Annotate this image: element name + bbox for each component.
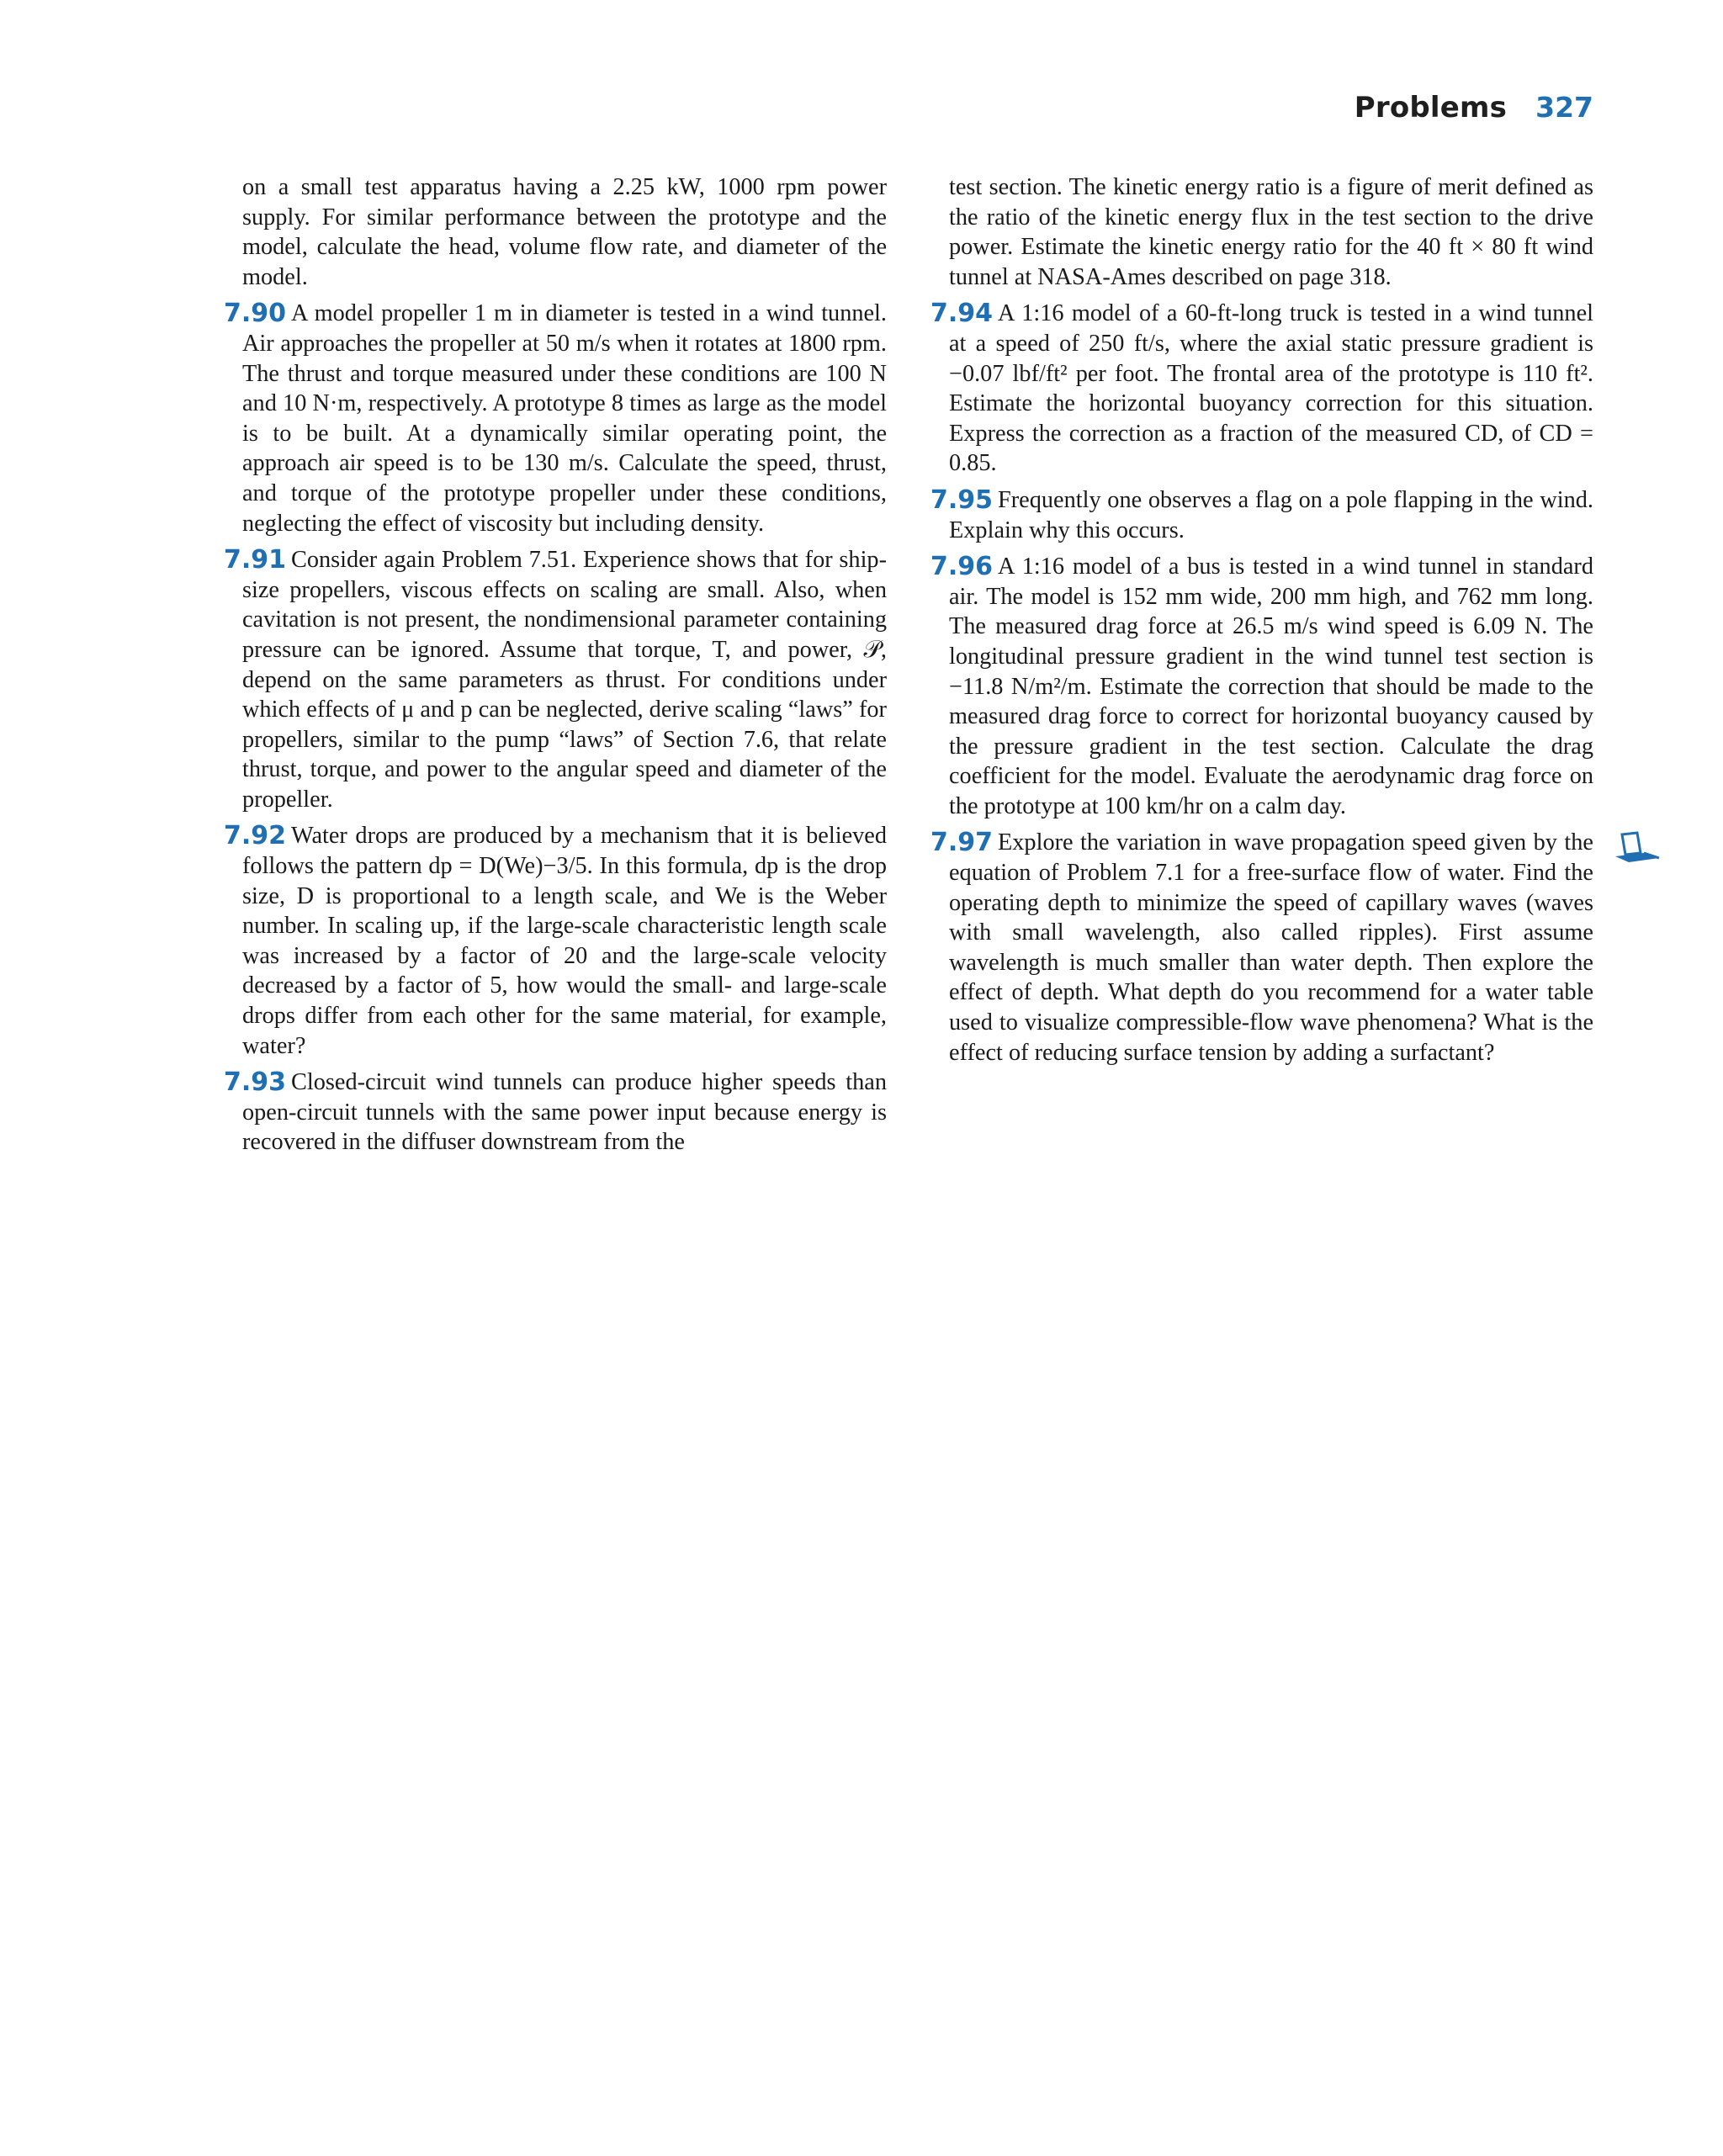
problem-7-91: [224, 545, 887, 814]
right-column: [930, 172, 1593, 1074]
laptop-icon: [1610, 831, 1662, 865]
problem-continuation: [242, 172, 887, 292]
problem-number: 7.97: [930, 828, 994, 858]
problem-text: Water drops are produced by a mechanism that it is believed follows the pattern dp = D(We)−3/5. In this formula, dp is the drop size, D is proportional to a length scale, and We is the Weber number. In scaling up, if the large-scale characteristic length scale was increased by a factor of 20 and the large-scale velocity decreased by a factor of 5, how would the small- and large-scale drops differ from each other for the same material, for example, water?: [242, 823, 887, 1059]
problem-number: 7.95: [930, 485, 994, 515]
problem-text: Consider again Problem 7.51. Experience shows that for ship-size propellers, viscous effects on scaling are small. Also, when cavitation is not present, the nondimensional parameter containing pressure can be ignored. Assume that torque, T, and power, 𝒫, depend on the same parameters as thrust. For conditions under which effects of μ and p can be neglected, derive scaling “laws” for propellers, similar to the pump “laws” of Section 7.6, that relate thrust, torque, and power to the angular speed and diameter of the propeller.: [242, 547, 887, 813]
problem-7-93: [224, 1067, 887, 1157]
problem-text: A 1:16 model of a 60-ft-long truck is tested in a wind tunnel at a speed of 250 ft/s, where the axial static pressure gradient is −0.07 lbf/ft² per foot. The frontal area of the prototype is 110 ft². Estimate the horizontal buoyancy correction for this situation. Express the correction as a fraction of the measured CD, of CD = 0.85.: [949, 300, 1593, 477]
continuation-text: test section. The kinetic energy ratio is a figure of merit defined as the ratio of the kinetic energy flux in the test section to the drive power. Estimate the kinetic energy ratio for the 40 ft × 80 ft wind tunnel at NASA-Ames described on page 318.: [949, 174, 1593, 290]
problem-number: 7.92: [224, 821, 287, 851]
problem-text: Closed-circuit wind tunnels can produce higher speeds than open-circuit tunnels with the same power input because energy is recovered in the diffuser downstream from the: [242, 1069, 887, 1156]
problem-number: 7.90: [224, 299, 287, 329]
problem-text: Frequently one observes a flag on a pole flapping in the wind. Explain why this occurs.: [949, 486, 1593, 543]
running-head-title: Problems: [1354, 91, 1508, 124]
problem-text: A model propeller 1 m in diameter is tested in a wind tunnel. Air approaches the propeller at 50 m/s when it rotates at 1800 rpm. The thrust and torque measured under these conditions are 100 N and 10 N·m, respectively. A prototype 8 times as large as the model is to be built. At a dynamically similar operating point, the approach air speed is to be 130 m/s. Calculate the speed, thrust, and torque of the prototype propeller under these conditions, neglecting the effect of viscosity but including density.: [242, 300, 887, 537]
problem-text: A 1:16 model of a bus is tested in a wind tunnel in standard air. The model is 152 mm wide, 200 mm high, and 762 mm long. The measured drag force at 26.5 m/s wind speed is 6.09 N. The longitudinal pressure gradient in the wind tunnel test section is −11.8 N/m²/m. Estimate the correction that should be made to the measured drag force to correct for horizontal buoyancy caused by the pressure gradient in the test section. Calculate the drag coefficient for the model. Evaluate the aerodynamic drag force on the prototype at 100 km/hr on a calm day.: [949, 554, 1593, 819]
page-header: [1355, 91, 1593, 124]
problem-number: 7.96: [930, 552, 994, 582]
problem-continuation: [949, 172, 1593, 292]
problem-7-95: [930, 485, 1593, 545]
problem-text: Explore the variation in wave propagation speed given by the equation of Problem 7.1 for a free-surface flow of water. Find the operating depth to minimize the speed of capillary waves (waves with small wavelength, also called ripples). First assume wavelength is much smaller than water depth. Then explore the effect of depth. What depth do you recommend for a water table used to visualize compressible-flow wave phenomena? What is the effect of reducing surface tension by adding a surfactant?: [949, 829, 1593, 1066]
problem-7-96: [930, 552, 1593, 821]
continuation-text: on a small test apparatus having a 2.25 kW, 1000 rpm power supply. For similar performance between the prototype and the model, calculate the head, volume flow rate, and diameter of the model.: [242, 174, 887, 290]
problem-number: 7.93: [224, 1067, 287, 1098]
page-number: 327: [1535, 91, 1593, 124]
left-column: [224, 172, 887, 1164]
problem-number: 7.91: [224, 545, 287, 575]
problem-7-90: [224, 299, 887, 538]
problem-7-97: [930, 828, 1593, 1067]
problem-7-92: [224, 821, 887, 1061]
problem-number: 7.94: [930, 299, 994, 329]
problem-7-94: [930, 299, 1593, 479]
